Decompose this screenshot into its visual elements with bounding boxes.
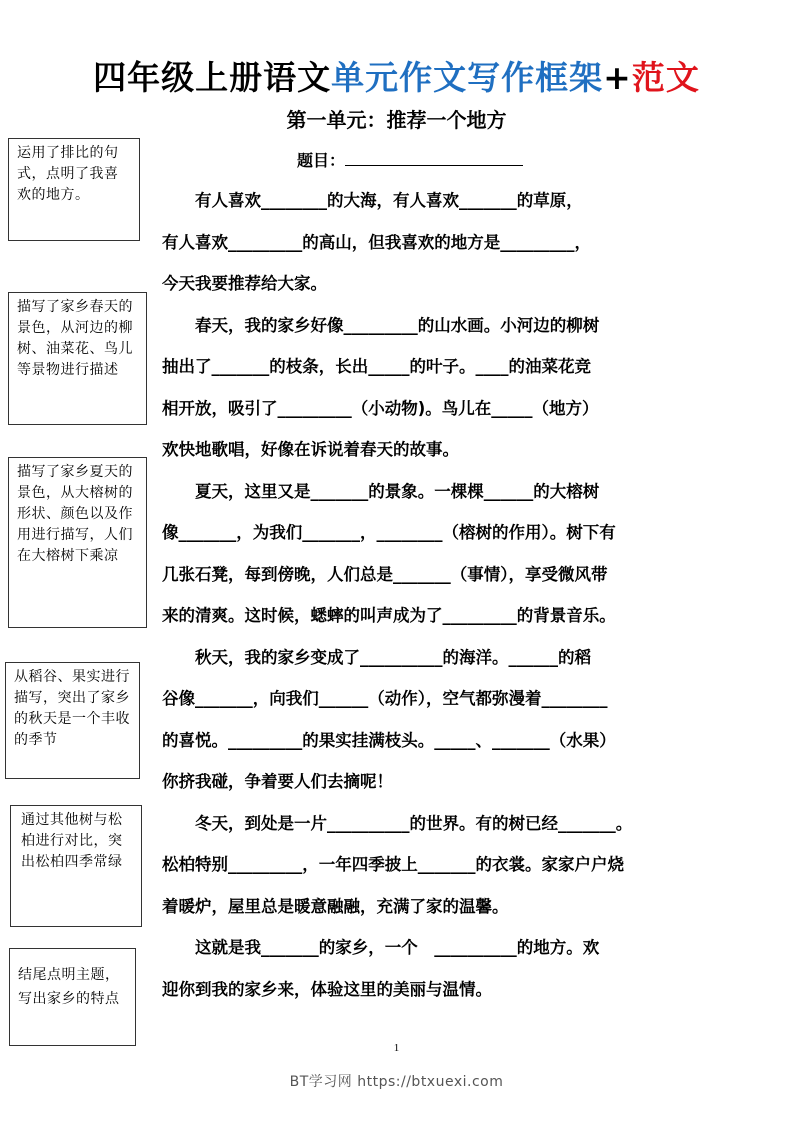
footer-watermark: BT学习网 https://btxuexi.com — [289, 1074, 504, 1090]
topic-label: 题目： — [297, 151, 346, 170]
annotation-box-6: 结尾点明主题，写出家乡的特点 — [9, 948, 136, 1046]
article-line: 这就是我_______的家乡，一个 __________的地方。欢 — [162, 938, 600, 957]
topic-line — [297, 148, 523, 171]
article-line: 几张石凳，每到傍晚，人们总是_______（事情），享受微风带 — [162, 564, 608, 584]
article-line: 谷像_______，向我们______（动作），空气都弥漫着________ — [162, 689, 608, 708]
page-number: 1 — [393, 1042, 400, 1054]
article-line: 秋天，我的家乡变成了__________的海洋。______的稻 — [162, 647, 591, 667]
article-line: 抽出了_______的枝条，长出_____的叶子。____的油菜花竞 — [162, 357, 591, 376]
article-line: 像_______，为我们_______，________（榕树的作用）。树下有 — [162, 523, 616, 542]
article-line: 松柏特别_________，一年四季披上_______的衣裳。家家户户烧 — [162, 855, 624, 874]
annotation-box-2: 描写了家乡春天的景色，从河边的柳树、油菜花、鸟儿等景物进行描述 — [8, 292, 147, 425]
article — [162, 180, 680, 1010]
title-part-red: 范文 — [631, 58, 700, 97]
article-line: 有人喜欢________的大海，有人喜欢_______的草原， — [162, 191, 583, 210]
article-line: 今天我要推荐给大家。 — [162, 274, 327, 293]
article-line: 的喜悦。_________的果实挂满枝头。_____、_______（水果） — [162, 730, 616, 750]
annotation-box-4: 从稻谷、果实进行描写，突出了家乡的秋天是一个丰收的季节 — [5, 662, 140, 779]
article-line: 迎你到我的家乡来，体验这里的美丽与温情。 — [162, 979, 492, 999]
annotation-box-3: 描写了家乡夏天的景色，从大榕树的形状、颜色以及作用进行描写，人们在大榕树下乘凉 — [8, 457, 147, 628]
title-part-black: 四年级上册语文 — [93, 58, 332, 97]
topic-blank — [345, 149, 523, 166]
title-plus: + — [603, 58, 632, 97]
article-line: 你挤我碰，争着要人们去摘呢！ — [162, 772, 393, 791]
article-line: 夏天，这里又是_______的景象。一棵棵______的大榕树 — [162, 481, 600, 501]
article-line: 着暖炉，屋里总是暖意融融，充满了家的温馨。 — [162, 896, 509, 916]
article-line: 春天，我的家乡好像_________的山水画。小河边的柳树 — [162, 315, 600, 335]
annotation-box-1: 运用了排比的句式，点明了我喜欢的地方。 — [8, 138, 140, 241]
annotation-box-5: 通过其他树与松柏进行对比，突出松柏四季常绿 — [10, 805, 142, 927]
article-line: 有人喜欢_________的高山，但我喜欢的地方是_________， — [162, 232, 591, 252]
title-part-blue: 单元作文写作框架 — [331, 58, 604, 97]
article-line: 欢快地歌唱，好像在诉说着春天的故事。 — [162, 440, 459, 459]
article-line: 相开放，吸引了_________（小动物)。鸟儿在_____（地方） — [162, 398, 599, 418]
article-line: 来的清爽。这时候，蟋蟀的叫声成为了_________的背景音乐。 — [162, 606, 616, 625]
article-line: 冬天，到处是一片__________的世界。有的树已经_______。 — [162, 813, 633, 833]
document-title — [0, 52, 793, 99]
unit-subtitle: 第一单元：推荐一个地方 — [286, 108, 507, 132]
